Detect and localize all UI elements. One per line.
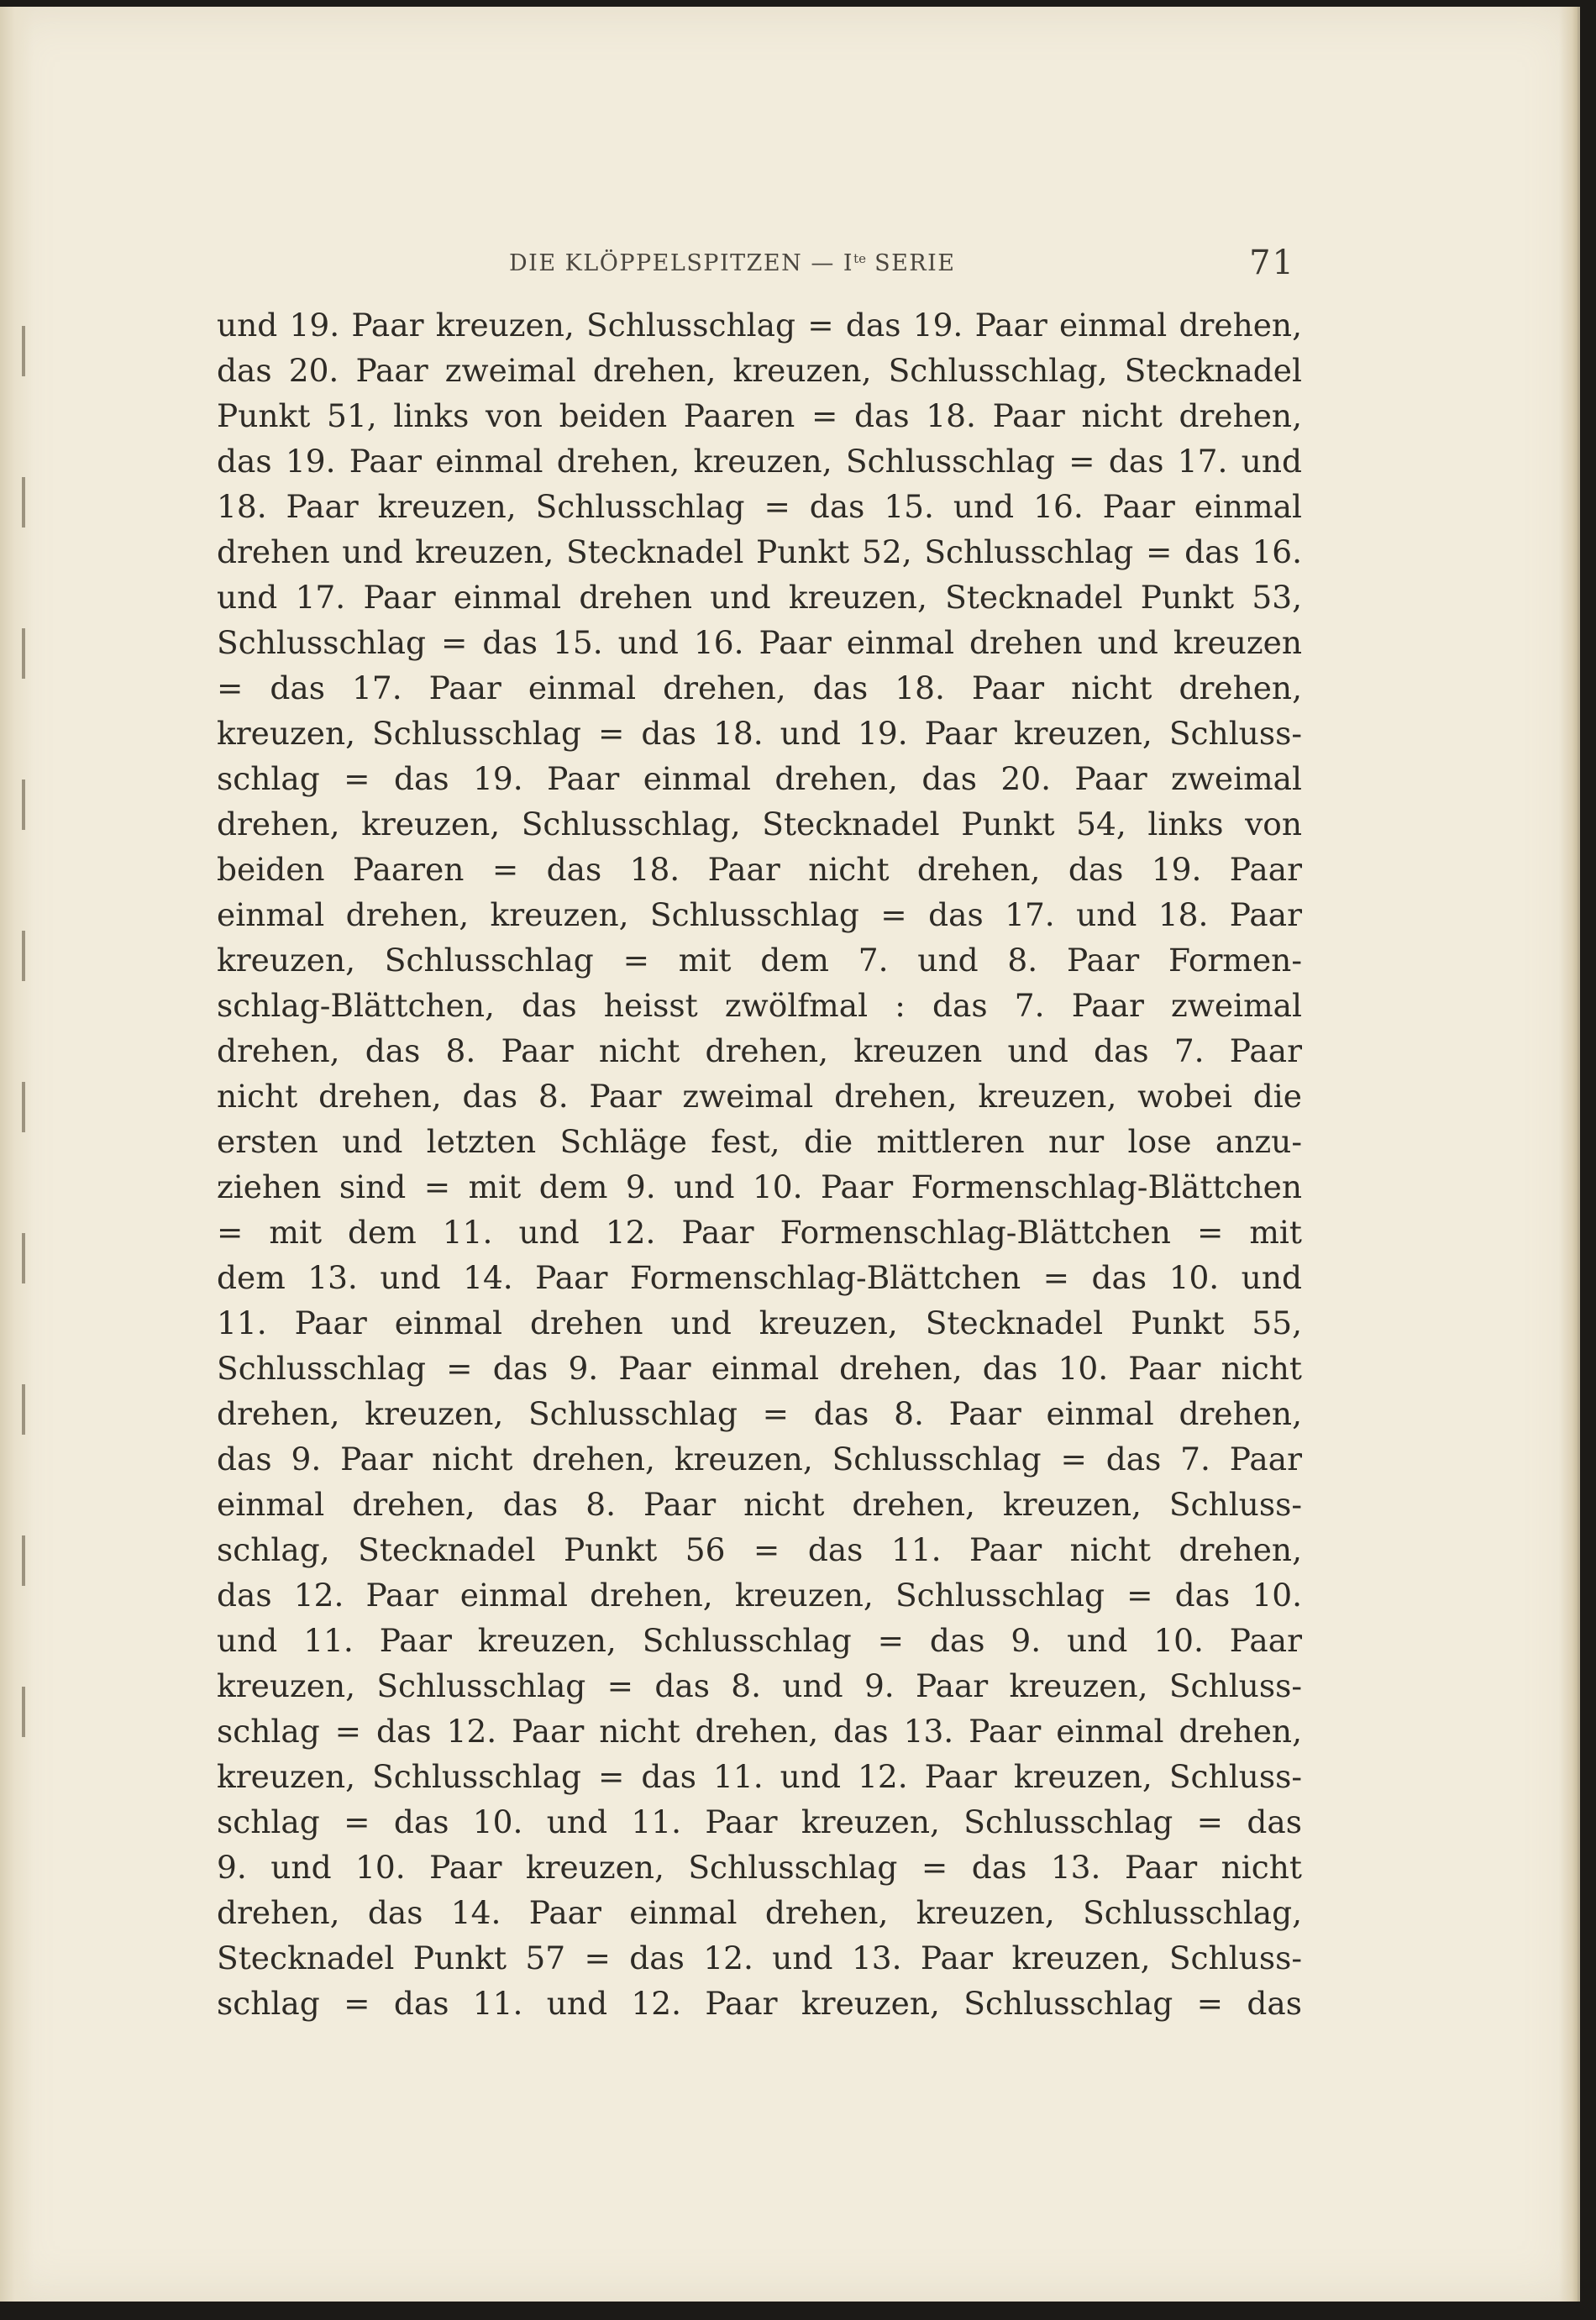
text-line: das 20. Paar zweimal drehen, kreuzen, Schlusschlag, Stecknadel bbox=[217, 352, 1302, 389]
text-line: ersten und letzten Schläge fest, die mittleren nur lose anzu- bbox=[217, 1123, 1302, 1160]
text-line: Punkt 51, links von beiden Paaren = das 18. Paar nicht drehen, bbox=[217, 397, 1302, 434]
text-line: schlag = das 10. und 11. Paar kreuzen, Schlusschlag = das bbox=[217, 1803, 1302, 1840]
text-line: das 9. Paar nicht drehen, kreuzen, Schlusschlag = das 7. Paar bbox=[217, 1441, 1302, 1478]
text-line: drehen und kreuzen, Stecknadel Punkt 52, Schlusschlag = das 16. bbox=[217, 533, 1302, 570]
text-line: kreuzen, Schlusschlag = das 11. und 12. Paar kreuzen, Schluss- bbox=[217, 1758, 1302, 1795]
text-line: und 11. Paar kreuzen, Schlusschlag = das 9. und 10. Paar bbox=[217, 1622, 1302, 1659]
text-line: kreuzen, Schlusschlag = mit dem 7. und 8. Paar Formen- bbox=[217, 942, 1302, 979]
text-line: schlag, Stecknadel Punkt 56 = das 11. Paar nicht drehen, bbox=[217, 1531, 1302, 1568]
text-line: 18. Paar kreuzen, Schlusschlag = das 15. und 16. Paar einmal bbox=[217, 488, 1302, 525]
text-line: Schlusschlag = das 15. und 16. Paar einmal drehen und kreuzen bbox=[217, 624, 1302, 661]
book-page bbox=[0, 7, 1580, 2302]
running-head bbox=[217, 244, 1295, 291]
text-line: 9. und 10. Paar kreuzen, Schlusschlag = das 13. Paar nicht bbox=[217, 1849, 1302, 1886]
text-line: ziehen sind = mit dem 9. und 10. Paar Formenschlag-Blättchen bbox=[217, 1168, 1302, 1205]
text-line: und 19. Paar kreuzen, Schlusschlag = das 19. Paar einmal drehen, bbox=[217, 307, 1302, 344]
text-line: das 12. Paar einmal drehen, kreuzen, Schlusschlag = das 10. bbox=[217, 1577, 1302, 1614]
text-line: = das 17. Paar einmal drehen, das 18. Paar nicht drehen, bbox=[217, 669, 1302, 706]
text-line: drehen, kreuzen, Schlusschlag, Stecknadel Punkt 54, links von bbox=[217, 806, 1302, 842]
text-line: kreuzen, Schlusschlag = das 8. und 9. Paar kreuzen, Schluss- bbox=[217, 1667, 1302, 1704]
page-number: 71 bbox=[1249, 244, 1295, 282]
text-line: drehen, kreuzen, Schlusschlag = das 8. Paar einmal drehen, bbox=[217, 1395, 1302, 1432]
running-title-end: SERIE bbox=[865, 250, 956, 276]
binding-stitches bbox=[22, 326, 25, 1838]
text-line: dem 13. und 14. Paar Formenschlag-Blättchen = das 10. und bbox=[217, 1259, 1302, 1296]
running-title-main: DIE KLÖPPELSPITZEN — I bbox=[509, 250, 854, 276]
text-line: und 17. Paar einmal drehen und kreuzen, Stecknadel Punkt 53, bbox=[217, 579, 1302, 616]
text-line: drehen, das 14. Paar einmal drehen, kreuzen, Schlusschlag, bbox=[217, 1894, 1302, 1931]
text-line: nicht drehen, das 8. Paar zweimal drehen, kreuzen, wobei die bbox=[217, 1078, 1302, 1115]
text-line: drehen, das 8. Paar nicht drehen, kreuzen und das 7. Paar bbox=[217, 1032, 1302, 1069]
text-line: einmal drehen, kreuzen, Schlusschlag = das 17. und 18. Paar bbox=[217, 896, 1302, 933]
binding-edge bbox=[0, 7, 34, 2302]
running-title-superscript: te bbox=[853, 251, 866, 266]
text-line: einmal drehen, das 8. Paar nicht drehen, kreuzen, Schluss- bbox=[217, 1486, 1302, 1523]
text-line: Stecknadel Punkt 57 = das 12. und 13. Paar kreuzen, Schluss- bbox=[217, 1939, 1302, 1976]
body-text bbox=[217, 302, 1302, 2026]
page-fore-edge bbox=[1559, 7, 1578, 2302]
running-title bbox=[509, 250, 955, 276]
text-line: = mit dem 11. und 12. Paar Formenschlag-Blättchen = mit bbox=[217, 1214, 1302, 1251]
text-line: schlag = das 19. Paar einmal drehen, das 20. Paar zweimal bbox=[217, 760, 1302, 797]
text-line: kreuzen, Schlusschlag = das 18. und 19. Paar kreuzen, Schluss- bbox=[217, 715, 1302, 752]
text-line: schlag-Blättchen, das heisst zwölfmal : das 7. Paar zweimal bbox=[217, 987, 1302, 1024]
text-line: Schlusschlag = das 9. Paar einmal drehen, das 10. Paar nicht bbox=[217, 1350, 1302, 1387]
text-line: das 19. Paar einmal drehen, kreuzen, Schlusschlag = das 17. und bbox=[217, 443, 1302, 480]
text-line: beiden Paaren = das 18. Paar nicht drehen, das 19. Paar bbox=[217, 851, 1302, 888]
text-line: schlag = das 11. und 12. Paar kreuzen, Schlusschlag = das bbox=[217, 1985, 1302, 2022]
text-line: schlag = das 12. Paar nicht drehen, das 13. Paar einmal drehen, bbox=[217, 1713, 1302, 1750]
text-line: 11. Paar einmal drehen und kreuzen, Stecknadel Punkt 55, bbox=[217, 1304, 1302, 1341]
